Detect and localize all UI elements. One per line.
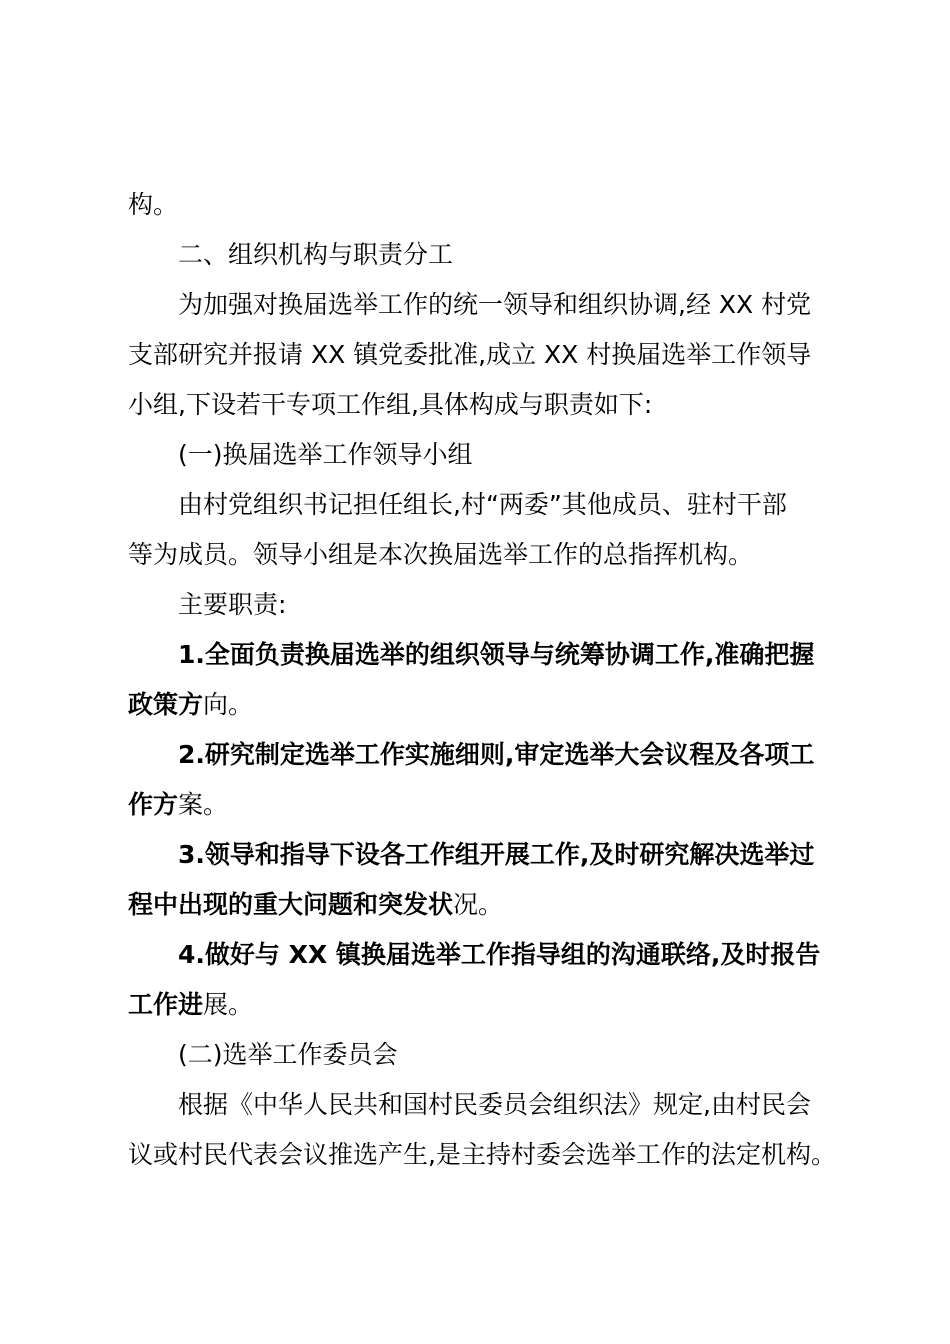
duty-regular-text: 向。 [203,690,254,719]
paragraph-line: 等为成员。领导小组是本次换届选举工作的总指挥机构。 [128,540,754,569]
duty-item-continuation [128,688,838,722]
duty-item: 3.领导和指导下设各工作组开展工作,及时研究解决选举过 [178,840,815,869]
paragraph-line: 构。 [128,190,179,219]
paragraph-line: 由村党组织书记担任组长,村“两委”其他成员、驻村干部 [178,490,787,519]
paragraph-line: 为加强对换届选举工作的统一领导和组织协调,经 XX 村党 [178,290,812,319]
duty-bold-text: 作方 [128,790,179,819]
duty-regular-text: 案。 [178,790,229,819]
paragraph-line: 支部研究并报请 XX 镇党委批准,成立 XX 村换届选举工作领导 [128,340,812,369]
duty-bold-text: 政策方 [128,690,204,719]
paragraph-line: 议或村民代表会议推选产生,是主持村委会选举工作的法定机构。 [128,1140,836,1169]
duty-item-continuation [128,888,838,922]
section-heading: 二、组织机构与职责分工 [178,240,454,269]
subsection-heading: (一)换届选举工作领导小组 [178,440,473,469]
subsection-heading: (二)选举工作委员会 [178,1040,398,1069]
duty-item-continuation [128,988,838,1022]
duty-item: 1.全面负责换届选举的组织领导与统筹协调工作,准确把握 [178,640,815,669]
duty-regular-text: 展。 [203,990,254,1019]
duty-bold-text: 程中出现的重大问题和突发状 [128,890,454,919]
paragraph-line: 小组,下设若干专项工作组,具体构成与职责如下: [128,390,653,419]
duty-bold-text: 工作进 [128,990,204,1019]
duty-item-continuation [128,788,838,822]
duty-item: 4.做好与 XX 镇换届选举工作指导组的沟通联络,及时报告 [178,940,821,969]
paragraph-line: 根据《中华人民共和国村民委员会组织法》规定,由村民会 [178,1090,811,1119]
duties-label: 主要职责: [178,590,287,619]
duty-regular-text: 况。 [453,890,504,919]
duty-item: 2.研究制定选举工作实施细则,审定选举大会议程及各项工 [178,740,815,769]
